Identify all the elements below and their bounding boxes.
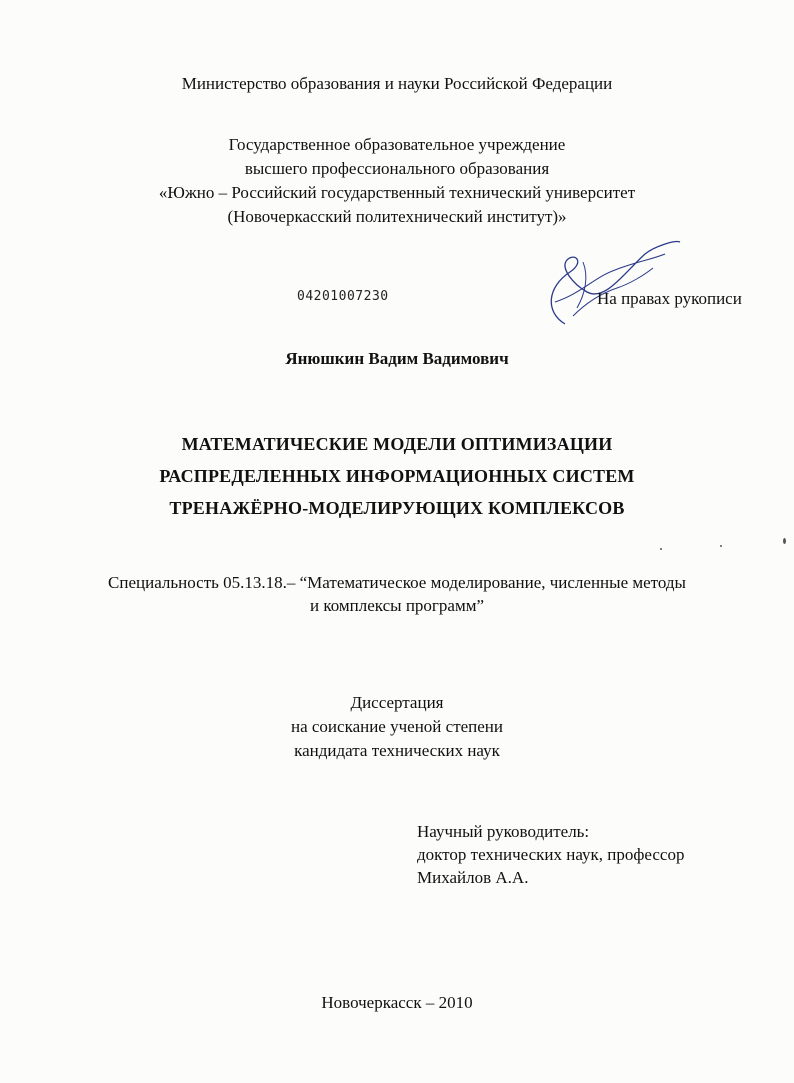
dissertation-line-3: кандидата технических наук (294, 741, 500, 760)
institution-line-3: «Южно – Российский государственный технический университет (158, 183, 636, 202)
scan-speck (783, 538, 786, 544)
specialty-line-2: и комплексы программ” (309, 596, 485, 615)
supervisor-name: Михайлов А.А. (417, 868, 529, 887)
ministry-name: Министерство образования и науки Российской Федерации (181, 74, 613, 93)
scan-speck (660, 548, 662, 550)
specialty-line-1: Специальность 05.13.18.– “Математическое моделирование, численные методы (108, 573, 686, 592)
thesis-title-line-1: МАТЕМАТИЧЕСКИЕ МОДЕЛИ ОПТИМИЗАЦИИ (181, 434, 613, 454)
institution-line-2: высшего профессионального образования (244, 159, 550, 178)
thesis-title-line-2: РАСПРЕДЕЛЕННЫХ ИНФОРМАЦИОННЫХ СИСТЕМ (159, 466, 635, 486)
scan-speck (720, 545, 722, 547)
signature-image (525, 232, 685, 332)
dissertation-line-2: на соискание ученой степени (290, 717, 504, 736)
institution-line-1: Государственное образовательное учреждение (228, 135, 566, 154)
institution-line-4: (Новочеркасский политехнический институт)» (227, 207, 567, 226)
author-name: Янюшкин Вадим Вадимович (285, 349, 509, 368)
inventory-number: 04201007230 (297, 289, 389, 304)
city-year: Новочеркасск – 2010 (321, 993, 473, 1012)
rights-label: На правах рукописи (597, 289, 742, 308)
supervisor-label: Научный руководитель: (417, 822, 590, 841)
dissertation-line-1: Диссертация (350, 693, 444, 712)
supervisor-degree: доктор технических наук, профессор (417, 845, 685, 864)
thesis-title-line-3: ТРЕНАЖЁРНО-МОДЕЛИРУЮЩИХ КОМПЛЕКСОВ (169, 498, 625, 518)
